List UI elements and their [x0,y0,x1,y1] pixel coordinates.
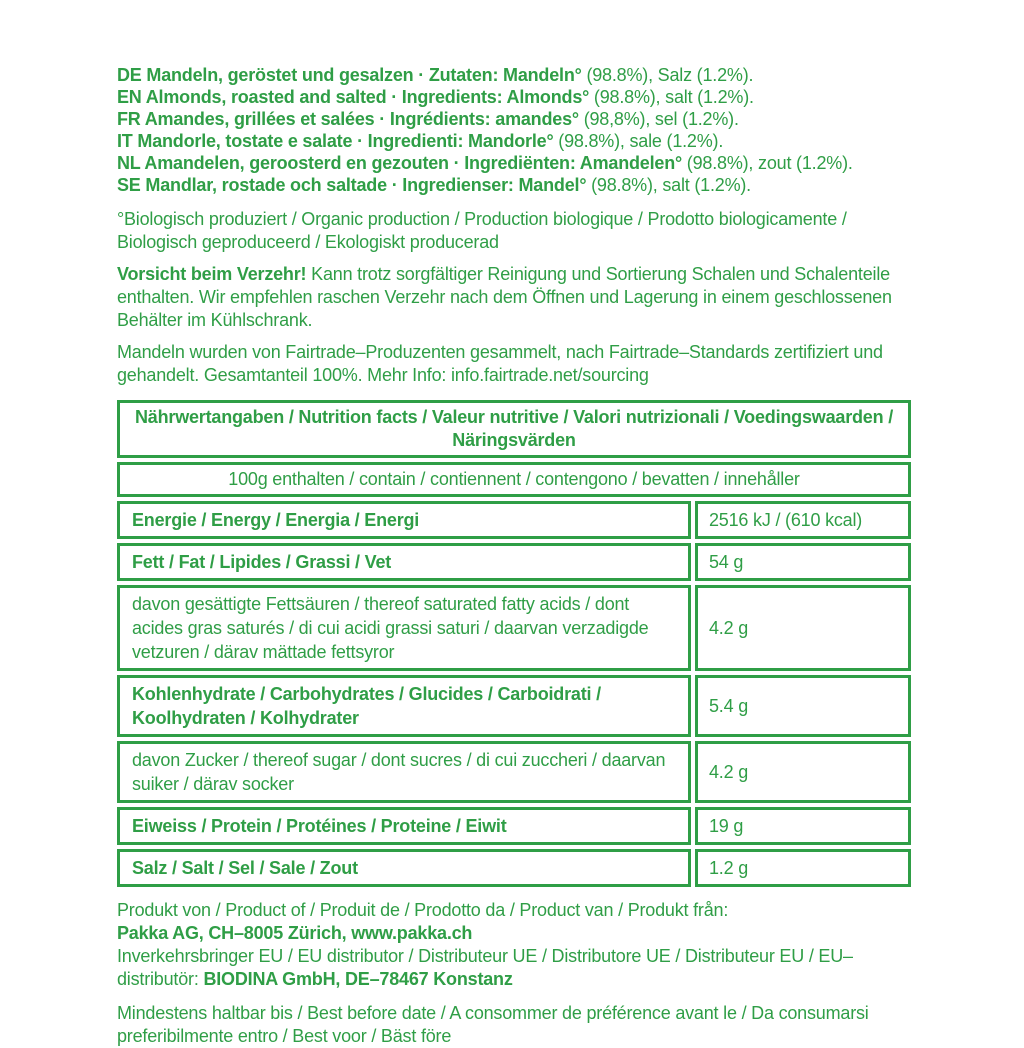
product-label [117,64,911,1048]
saturated-fat-value-text: 4.2 g [709,618,749,638]
nutrition-row-energy [117,501,911,539]
ingredient-en-bold: EN Almonds, roasted and salted · Ingredients: Almonds° [117,87,590,107]
nutrition-row-protein [117,807,911,845]
origin-label: Produkt von / Product of / Produit de / Prodotto da / Product van / Produkt från: [117,900,729,920]
protein-label [117,807,691,845]
distributor-label: Inverkehrsbringer EU / EU distributor / Distributeur UE / Distributore UE / Distributeur EU / EU–distributör: [117,946,853,989]
ingredient-de-bold: DE Mandeln, geröstet und gesalzen · Zutaten: Mandeln° [117,65,582,85]
carbohydrates-value-text: 5.4 g [709,696,749,716]
nutrition-serving: 100g enthalten / contain / contiennent / contengono / bevatten / innehåller [117,462,911,497]
caution-text: Kann trotz sorgfältiger Reinigung und Sortierung Schalen und Schalenteile enthalten. Wir empfehlen raschen Verzehr nach dem Öffnen und Lagerung in einem geschlossenen Behälter im Kühlschrank. [117,264,892,330]
carbohydrates-label-text: Kohlenhydrate / Carbohydrates / Glucides / Carboidrati / Koolhydraten / Kolhydrater [132,684,601,728]
ingredients-block [117,64,911,196]
origin-value: Pakka AG, CH–8005 Zürich, www.pakka.ch [117,923,473,943]
sugar-label-text: davon Zucker / thereof sugar / dont sucres / di cui zuccheri / daarvan suiker / därav socker [132,750,666,794]
saturated-fat-value [695,585,911,671]
organic-note: °Biologisch produziert / Organic production / Production biologique / Prodotto biologicamente / Biologisch geproduceerd / Ekologiskt producerad [117,209,847,252]
ingredient-nl-bold: NL Amandelen, geroosterd en gezouten · Ingrediënten: Amandelen° [117,153,682,173]
saturated-fat-label [117,585,691,671]
nutrition-title-row [117,400,911,458]
distributor-value: BIODINA GmbH, DE–78467 Konstanz [203,969,513,989]
nutrition-row-salt [117,849,911,887]
caution-note [117,263,911,332]
ingredient-line-it [117,130,911,152]
sugar-value [695,741,911,803]
ingredient-fr-bold: FR Amandes, grillées et salées · Ingrédients: amandes° [117,109,579,129]
ingredient-line-nl [117,152,911,174]
ingredient-se-rest: (98.8%), salt (1.2%). [586,175,751,195]
nutrition-title: Nährwertangaben / Nutrition facts / Valeur nutritive / Valori nutrizionali / Voedingswaarden / Näringsvärden [117,400,911,458]
ingredient-line-de [117,64,911,86]
carbohydrates-value [695,675,911,737]
protein-value-text: 19 g [709,816,744,836]
energy-label-text: Energie / Energy / Energia / Energi [132,510,420,530]
ingredient-it-rest: (98.8%), sale (1.2%). [553,131,724,151]
fairtrade-note: Mandeln wurden von Fairtrade–Produzenten gesammelt, nach Fairtrade–Standards zertifiziert und gehandelt. Gesamtanteil 100%. Mehr Info: info.fairtrade.net/sourcing [117,342,883,385]
sugar-value-text: 4.2 g [709,762,749,782]
salt-label-text: Salz / Salt / Sel / Sale / Zout [132,858,358,878]
ingredient-nl-rest: (98.8%), zout (1.2%). [682,153,853,173]
caution-heading: Vorsicht beim Verzehr! [117,264,307,284]
energy-value [695,501,911,539]
nutrition-row-sugar [117,741,911,803]
nutrition-serving-row [117,462,911,497]
fat-value [695,543,911,581]
energy-label [117,501,691,539]
nutrition-row-saturated-fat [117,585,911,671]
fat-label [117,543,691,581]
ingredient-line-se [117,174,911,196]
ingredient-en-rest: (98.8%), salt (1.2%). [589,87,754,107]
ingredient-de-rest: (98.8%), Salz (1.2%). [581,65,754,85]
saturated-fat-label-text: davon gesättigte Fettsäuren / thereof saturated fatty acids / dont acides gras saturés / di cui acidi grassi saturi / daarvan verzadigde vetzuren / därav mättade fettsyror [132,594,649,662]
nutrition-row-carbohydrates [117,675,911,737]
nutrition-row-fat [117,543,911,581]
distributor-line [117,945,911,991]
energy-value-text: 2516 kJ / (610 kcal) [709,510,863,530]
nutrition-table [117,400,911,887]
ingredient-it-bold: IT Mandorle, tostate e salate · Ingredienti: Mandorle° [117,131,554,151]
protein-label-text: Eiweiss / Protein / Protéines / Proteine / Eiwit [132,816,507,836]
ingredient-fr-rest: (98,8%), sel (1.2%). [578,109,739,129]
fat-label-text: Fett / Fat / Lipides / Grassi / Vet [132,552,392,572]
carbohydrates-label [117,675,691,737]
ingredient-line-en [117,86,911,108]
best-before-note: Mindestens haltbar bis / Best before date / A consommer de préférence avant le / Da consumarsi preferibilmente entro / Best voor / Bäst före [117,1003,869,1046]
protein-value [695,807,911,845]
salt-value-text: 1.2 g [709,858,749,878]
producer-block [117,899,911,991]
ingredient-line-fr [117,108,911,130]
salt-value [695,849,911,887]
ingredient-se-bold: SE Mandlar, rostade och saltade · Ingredienser: Mandel° [117,175,587,195]
sugar-label [117,741,691,803]
salt-label [117,849,691,887]
fat-value-text: 54 g [709,552,744,572]
